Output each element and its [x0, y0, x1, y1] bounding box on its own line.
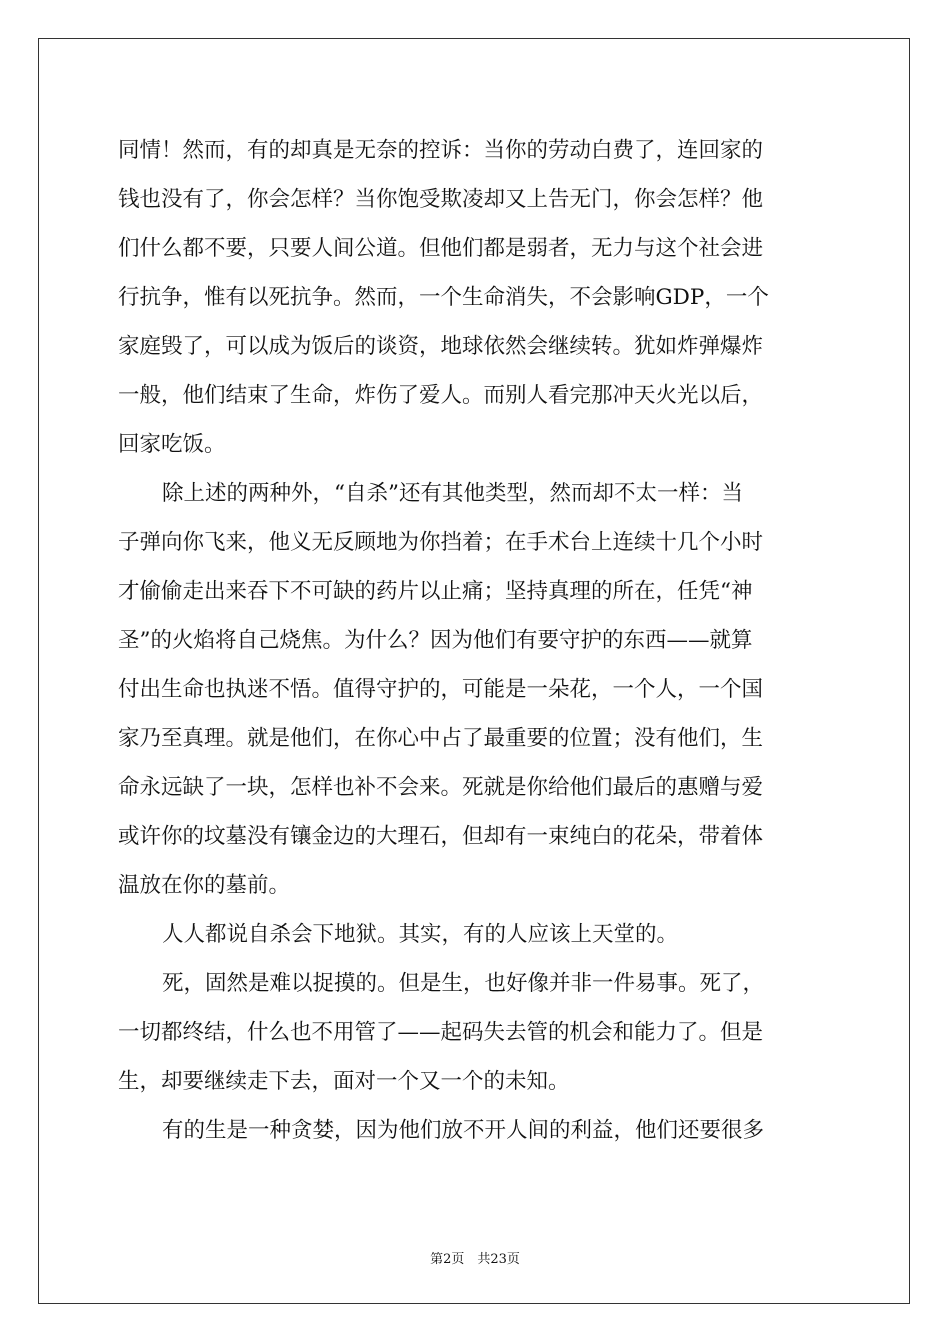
paragraph-start-line: 死，固然是难以捉摸的。但是生，也好像并非一件易事。死了， — [162, 971, 765, 996]
paragraph-start-line: 除上述的两种外，“自杀”还有其他类型，然而却不太一样：当 — [162, 481, 743, 506]
text-line: 生，却要继续走下去，面对一个又一个的未知。 — [118, 1069, 570, 1094]
text-line: 温放在你的墓前。 — [118, 873, 291, 898]
text-line: 付出生命也执迷不悟。值得守护的，可能是一朵花，一个人，一个国 — [118, 677, 764, 702]
text-line: 钱也没有了，你会怎样？当你饱受欺凌却又上告无门，你会怎样？他 — [118, 187, 764, 212]
text-line: 一切都终结，什么也不用管了——起码失去管的机会和能力了。但是 — [118, 1020, 764, 1045]
text-line: 才偷偷走出来吞下不可缺的药片以止痛；坚持真理的所在，任凭“神 — [118, 579, 753, 604]
text-line: 行抗争，惟有以死抗争。然而，一个生命消失，不会影响GDP，一个 — [118, 285, 769, 310]
text-line: 子弹向你飞来，他义无反顾地为你挡着；在手术台上连续十几个小时 — [118, 530, 764, 555]
text-line: 回家吃饭。 — [118, 432, 226, 457]
text-line: 同情！然而，有的却真是无奈的控诉：当你的劳动白费了，连回家的 — [118, 138, 764, 163]
text-line: 家乃至真理。就是他们，在你心中占了最重要的位置；没有他们，生 — [118, 726, 764, 751]
text-line: 或许你的坟墓没有镶金边的大理石，但却有一束纯白的花朵，带着体 — [118, 824, 764, 849]
paragraph-start-line: 有的生是一种贪婪，因为他们放不开人间的利益，他们还要很多 — [162, 1118, 765, 1143]
page-number-footer: 第2页 共23页 — [430, 1252, 520, 1267]
text-line: 一般，他们结束了生命，炸伤了爱人。而别人看完那冲天火光以后， — [118, 383, 764, 408]
text-line: 圣”的火焰将自己烧焦。为什么？因为他们有要守护的东西——就算 — [118, 628, 753, 653]
text-line: 命永远缺了一块，怎样也补不会来。死就是你给他们最后的惠赠与爱 — [118, 775, 764, 800]
text-line: 们什么都不要，只要人间公道。但他们都是弱者，无力与这个社会进 — [118, 236, 764, 261]
text-line: 家庭毁了，可以成为饭后的谈资，地球依然会继续转。犹如炸弹爆炸 — [118, 334, 764, 359]
paragraph-start-line: 人人都说自杀会下地狱。其实，有的人应该上天堂的。 — [162, 922, 679, 947]
document-body — [118, 126, 834, 1155]
